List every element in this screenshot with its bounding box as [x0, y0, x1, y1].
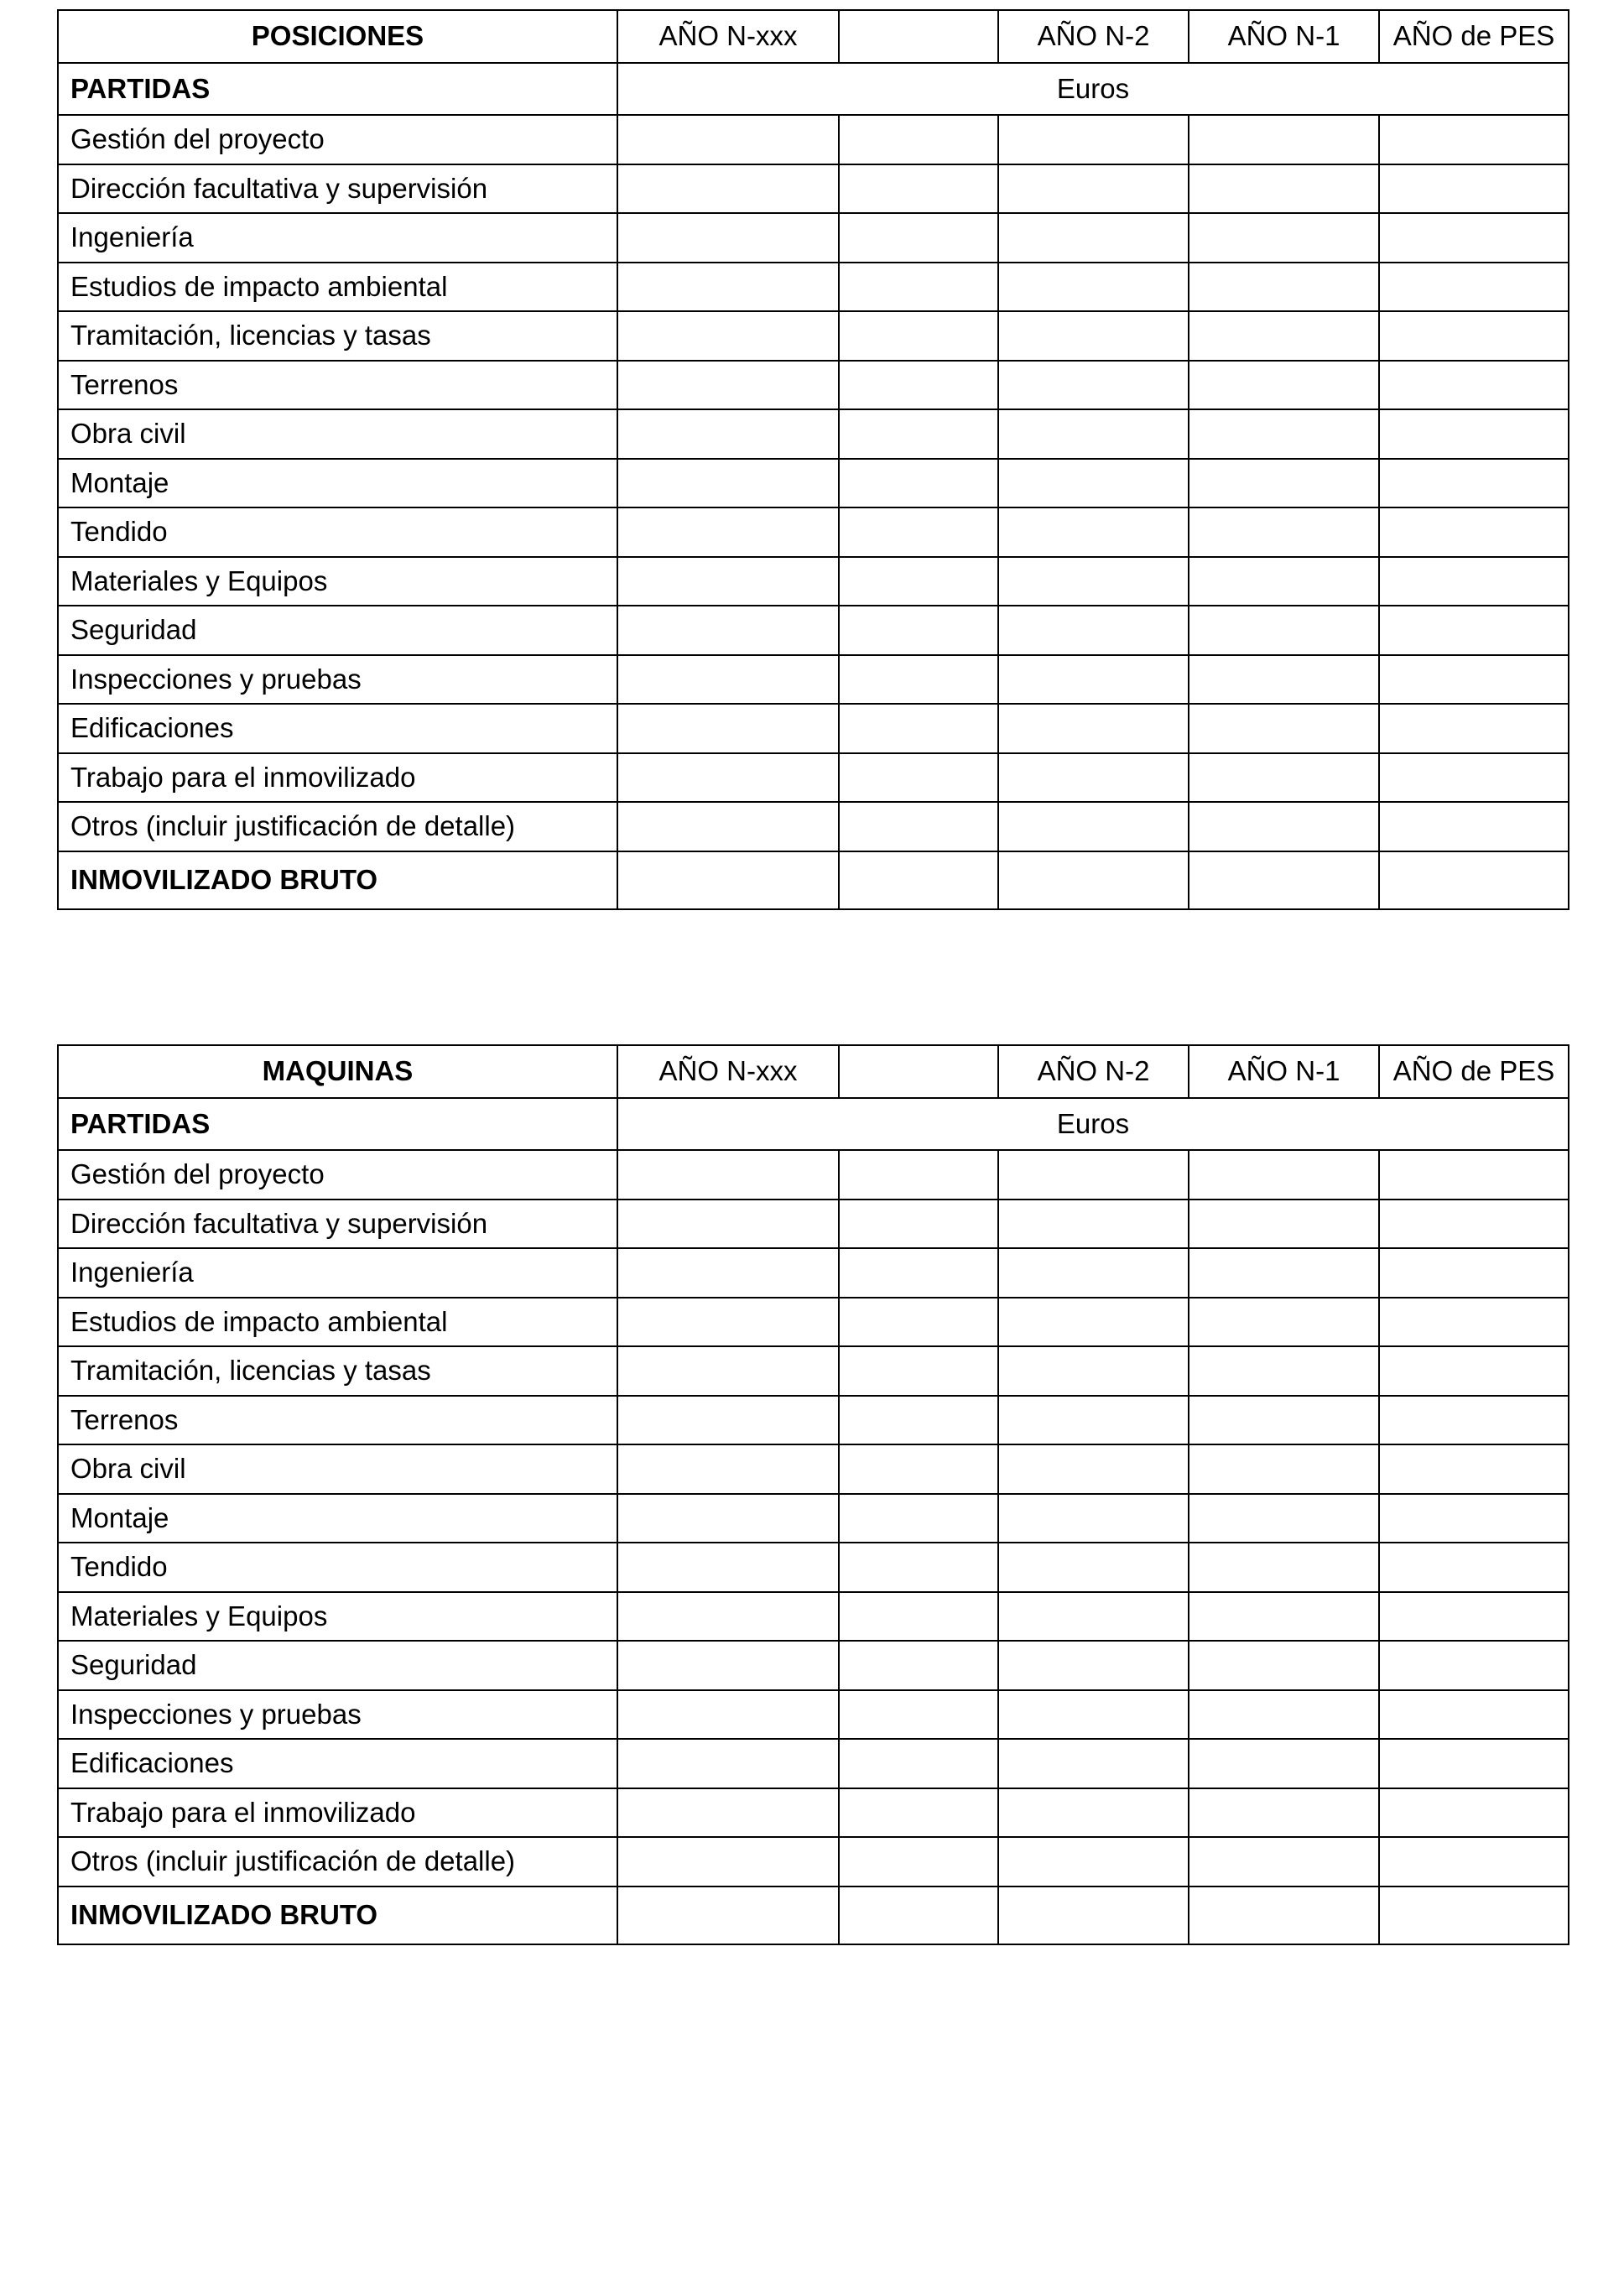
value-cell[interactable]	[617, 213, 839, 263]
value-cell[interactable]	[998, 704, 1189, 753]
table-row	[58, 361, 1569, 410]
table-row	[58, 557, 1569, 606]
value-cell[interactable]	[1189, 1543, 1379, 1592]
value-cell[interactable]	[617, 655, 839, 705]
value-cell[interactable]	[1379, 1837, 1569, 1886]
value-cell[interactable]	[617, 1690, 839, 1740]
value-cell[interactable]	[839, 115, 998, 164]
table-title: MAQUINAS	[58, 1045, 617, 1098]
value-cell[interactable]	[839, 1543, 998, 1592]
value-cell[interactable]	[998, 213, 1189, 263]
row-label: Dirección facultativa y supervisión	[58, 1200, 617, 1249]
value-cell[interactable]	[617, 361, 839, 410]
table-row	[58, 1641, 1569, 1690]
row-label: Edificaciones	[58, 704, 617, 753]
posiciones-table-body	[58, 10, 1569, 909]
table-row	[58, 263, 1569, 312]
total-label: INMOVILIZADO BRUTO	[58, 1886, 617, 1944]
value-cell[interactable]	[839, 459, 998, 508]
maquinas-table	[57, 1044, 1569, 1945]
value-cell[interactable]	[839, 1837, 998, 1886]
value-cell[interactable]	[1379, 557, 1569, 606]
value-cell[interactable]	[839, 704, 998, 753]
value-cell[interactable]	[1379, 1739, 1569, 1788]
table-row	[58, 459, 1569, 508]
table-row	[58, 1592, 1569, 1642]
value-cell[interactable]	[1379, 1494, 1569, 1543]
value-cell[interactable]	[617, 263, 839, 312]
value-cell[interactable]	[998, 1494, 1189, 1543]
row-label: Dirección facultativa y supervisión	[58, 164, 617, 214]
unit-label: Euros	[617, 63, 1569, 115]
row-label: Inspecciones y pruebas	[58, 1690, 617, 1740]
value-cell[interactable]	[1379, 1543, 1569, 1592]
value-cell[interactable]	[998, 557, 1189, 606]
table-row	[58, 1444, 1569, 1494]
value-cell[interactable]	[998, 1739, 1189, 1788]
total-cell[interactable]	[998, 851, 1189, 909]
value-cell[interactable]	[617, 1739, 839, 1788]
value-cell[interactable]	[1189, 409, 1379, 459]
row-label: Seguridad	[58, 1641, 617, 1690]
value-cell[interactable]	[1379, 606, 1569, 655]
table-row	[58, 1690, 1569, 1740]
value-cell[interactable]	[998, 1248, 1189, 1298]
value-cell[interactable]	[1379, 1298, 1569, 1347]
table-row	[58, 655, 1569, 705]
value-cell[interactable]	[1379, 409, 1569, 459]
partidas-row	[58, 1098, 1569, 1150]
value-cell[interactable]	[617, 115, 839, 164]
value-cell[interactable]	[839, 606, 998, 655]
row-label: Terrenos	[58, 361, 617, 410]
table-row	[58, 1494, 1569, 1543]
value-cell[interactable]	[1189, 1739, 1379, 1788]
table-row	[58, 1248, 1569, 1298]
value-cell[interactable]	[1189, 753, 1379, 803]
column-header: AÑO N-1	[1189, 10, 1379, 63]
total-cell[interactable]	[1189, 851, 1379, 909]
value-cell[interactable]	[839, 802, 998, 851]
row-label: Gestión del proyecto	[58, 115, 617, 164]
value-cell[interactable]	[998, 507, 1189, 557]
column-header	[839, 1045, 998, 1098]
value-cell[interactable]	[617, 311, 839, 361]
value-cell[interactable]	[1379, 1641, 1569, 1690]
row-label: Ingeniería	[58, 213, 617, 263]
value-cell[interactable]	[839, 1346, 998, 1396]
value-cell[interactable]	[839, 1444, 998, 1494]
value-cell[interactable]	[1189, 507, 1379, 557]
value-cell[interactable]	[998, 1150, 1189, 1200]
table-title: POSICIONES	[58, 10, 617, 63]
value-cell[interactable]	[998, 1788, 1189, 1838]
value-cell[interactable]	[998, 115, 1189, 164]
value-cell[interactable]	[1189, 1150, 1379, 1200]
column-header: AÑO de PES	[1379, 1045, 1569, 1098]
table-row	[58, 507, 1569, 557]
value-cell[interactable]	[617, 1494, 839, 1543]
total-cell[interactable]	[998, 1886, 1189, 1944]
value-cell[interactable]	[1379, 1200, 1569, 1249]
value-cell[interactable]	[1379, 655, 1569, 705]
value-cell[interactable]	[1379, 164, 1569, 214]
value-cell[interactable]	[839, 164, 998, 214]
value-cell[interactable]	[1379, 1788, 1569, 1838]
table-row	[58, 409, 1569, 459]
partidas-label: PARTIDAS	[58, 63, 617, 115]
row-label: Terrenos	[58, 1396, 617, 1445]
value-cell[interactable]	[998, 1298, 1189, 1347]
value-cell[interactable]	[839, 655, 998, 705]
value-cell[interactable]	[617, 164, 839, 214]
value-cell[interactable]	[1379, 753, 1569, 803]
value-cell[interactable]	[839, 1641, 998, 1690]
table-row	[58, 1788, 1569, 1838]
value-cell[interactable]	[1189, 1494, 1379, 1543]
value-cell[interactable]	[839, 1150, 998, 1200]
value-cell[interactable]	[617, 1444, 839, 1494]
value-cell[interactable]	[617, 1396, 839, 1445]
value-cell[interactable]	[1379, 263, 1569, 312]
value-cell[interactable]	[617, 704, 839, 753]
value-cell[interactable]	[1189, 115, 1379, 164]
value-cell[interactable]	[1379, 1444, 1569, 1494]
total-cell[interactable]	[617, 1886, 839, 1944]
value-cell[interactable]	[1189, 557, 1379, 606]
row-label: Inspecciones y pruebas	[58, 655, 617, 705]
value-cell[interactable]	[998, 311, 1189, 361]
value-cell[interactable]	[1379, 1248, 1569, 1298]
table-row	[58, 1200, 1569, 1249]
value-cell[interactable]	[1189, 164, 1379, 214]
value-cell[interactable]	[1379, 459, 1569, 508]
table-row	[58, 753, 1569, 803]
table-row	[58, 1837, 1569, 1886]
value-cell[interactable]	[1379, 213, 1569, 263]
row-label: Estudios de impacto ambiental	[58, 263, 617, 312]
value-cell[interactable]	[617, 1641, 839, 1690]
table-row	[58, 606, 1569, 655]
row-label: Montaje	[58, 459, 617, 508]
value-cell[interactable]	[617, 557, 839, 606]
value-cell[interactable]	[1189, 1690, 1379, 1740]
value-cell[interactable]	[1189, 1396, 1379, 1445]
value-cell[interactable]	[617, 753, 839, 803]
value-cell[interactable]	[1379, 311, 1569, 361]
value-cell[interactable]	[617, 1248, 839, 1298]
row-label: Tramitación, licencias y tasas	[58, 1346, 617, 1396]
table-row	[58, 1739, 1569, 1788]
value-cell[interactable]	[617, 1150, 839, 1200]
value-cell[interactable]	[998, 1837, 1189, 1886]
value-cell[interactable]	[1379, 704, 1569, 753]
value-cell[interactable]	[1189, 459, 1379, 508]
value-cell[interactable]	[839, 1494, 998, 1543]
value-cell[interactable]	[1189, 802, 1379, 851]
value-cell[interactable]	[839, 507, 998, 557]
table-row	[58, 1346, 1569, 1396]
value-cell[interactable]	[1189, 704, 1379, 753]
row-label: Gestión del proyecto	[58, 1150, 617, 1200]
value-cell[interactable]	[1379, 1396, 1569, 1445]
value-cell[interactable]	[617, 1592, 839, 1642]
value-cell[interactable]	[617, 1298, 839, 1347]
value-cell[interactable]	[617, 1346, 839, 1396]
total-label: INMOVILIZADO BRUTO	[58, 851, 617, 909]
value-cell[interactable]	[998, 361, 1189, 410]
value-cell[interactable]	[839, 311, 998, 361]
value-cell[interactable]	[998, 1543, 1189, 1592]
value-cell[interactable]	[1379, 1346, 1569, 1396]
value-cell[interactable]	[617, 459, 839, 508]
table-row	[58, 1298, 1569, 1347]
value-cell[interactable]	[617, 1543, 839, 1592]
value-cell[interactable]	[1379, 1150, 1569, 1200]
row-label: Tendido	[58, 507, 617, 557]
value-cell[interactable]	[1189, 1200, 1379, 1249]
value-cell[interactable]	[1189, 1298, 1379, 1347]
row-label: Obra civil	[58, 1444, 617, 1494]
value-cell[interactable]	[1379, 115, 1569, 164]
value-cell[interactable]	[839, 1248, 998, 1298]
table-row	[58, 115, 1569, 164]
table-row	[58, 802, 1569, 851]
value-cell[interactable]	[839, 1739, 998, 1788]
total-cell[interactable]	[1379, 1886, 1569, 1944]
value-cell[interactable]	[617, 1200, 839, 1249]
value-cell[interactable]	[998, 753, 1189, 803]
value-cell[interactable]	[617, 1788, 839, 1838]
value-cell[interactable]	[1379, 1690, 1569, 1740]
value-cell[interactable]	[998, 409, 1189, 459]
value-cell[interactable]	[1189, 1788, 1379, 1838]
column-header: AÑO N-2	[998, 10, 1189, 63]
value-cell[interactable]	[1379, 802, 1569, 851]
value-cell[interactable]	[839, 1200, 998, 1249]
header-row	[58, 1045, 1569, 1098]
partidas-label: PARTIDAS	[58, 1098, 617, 1150]
value-cell[interactable]	[1189, 655, 1379, 705]
value-cell[interactable]	[1189, 1346, 1379, 1396]
row-label: Materiales y Equipos	[58, 1592, 617, 1642]
row-label: Obra civil	[58, 409, 617, 459]
value-cell[interactable]	[839, 557, 998, 606]
value-cell[interactable]	[1189, 1248, 1379, 1298]
row-label: Estudios de impacto ambiental	[58, 1298, 617, 1347]
value-cell[interactable]	[998, 1690, 1189, 1740]
value-cell[interactable]	[1189, 263, 1379, 312]
column-header: AÑO N-2	[998, 1045, 1189, 1098]
row-label: Montaje	[58, 1494, 617, 1543]
value-cell[interactable]	[998, 164, 1189, 214]
row-label: Trabajo para el inmovilizado	[58, 753, 617, 803]
partidas-row	[58, 63, 1569, 115]
table-row	[58, 311, 1569, 361]
value-cell[interactable]	[1189, 1592, 1379, 1642]
value-cell[interactable]	[998, 1444, 1189, 1494]
maquinas-table-body	[58, 1045, 1569, 1944]
total-row	[58, 851, 1569, 909]
row-label: Trabajo para el inmovilizado	[58, 1788, 617, 1838]
table-row	[58, 1543, 1569, 1592]
row-label: Tendido	[58, 1543, 617, 1592]
total-cell[interactable]	[839, 1886, 998, 1944]
value-cell[interactable]	[617, 802, 839, 851]
row-label: Otros (incluir justificación de detalle)	[58, 802, 617, 851]
total-cell[interactable]	[1189, 1886, 1379, 1944]
row-label: Tramitación, licencias y tasas	[58, 311, 617, 361]
value-cell[interactable]	[839, 1592, 998, 1642]
value-cell[interactable]	[998, 606, 1189, 655]
column-header: AÑO N-1	[1189, 1045, 1379, 1098]
column-header: AÑO N-xxx	[617, 1045, 839, 1098]
table-row	[58, 1150, 1569, 1200]
value-cell[interactable]	[998, 1592, 1189, 1642]
value-cell[interactable]	[998, 1396, 1189, 1445]
value-cell[interactable]	[1189, 1837, 1379, 1886]
table-row	[58, 1396, 1569, 1445]
value-cell[interactable]	[617, 1837, 839, 1886]
value-cell[interactable]	[1189, 1444, 1379, 1494]
row-label: Materiales y Equipos	[58, 557, 617, 606]
value-cell[interactable]	[998, 1200, 1189, 1249]
row-label: Edificaciones	[58, 1739, 617, 1788]
value-cell[interactable]	[998, 263, 1189, 312]
column-header: AÑO de PES	[1379, 10, 1569, 63]
value-cell[interactable]	[998, 802, 1189, 851]
value-cell[interactable]	[1189, 606, 1379, 655]
header-row	[58, 10, 1569, 63]
value-cell[interactable]	[617, 409, 839, 459]
value-cell[interactable]	[839, 1788, 998, 1838]
value-cell[interactable]	[998, 655, 1189, 705]
value-cell[interactable]	[839, 263, 998, 312]
value-cell[interactable]	[1189, 213, 1379, 263]
value-cell[interactable]	[1189, 361, 1379, 410]
value-cell[interactable]	[617, 606, 839, 655]
total-cell[interactable]	[617, 851, 839, 909]
total-row	[58, 1886, 1569, 1944]
row-label: Seguridad	[58, 606, 617, 655]
value-cell[interactable]	[1379, 361, 1569, 410]
unit-label: Euros	[617, 1098, 1569, 1150]
total-cell[interactable]	[839, 851, 998, 909]
value-cell[interactable]	[998, 1346, 1189, 1396]
value-cell[interactable]	[998, 459, 1189, 508]
value-cell[interactable]	[617, 507, 839, 557]
value-cell[interactable]	[839, 1396, 998, 1445]
posiciones-table	[57, 9, 1569, 910]
value-cell[interactable]	[839, 1298, 998, 1347]
value-cell[interactable]	[1189, 1641, 1379, 1690]
value-cell[interactable]	[1379, 1592, 1569, 1642]
value-cell[interactable]	[998, 1641, 1189, 1690]
value-cell[interactable]	[839, 1690, 998, 1740]
column-header	[839, 10, 998, 63]
value-cell[interactable]	[839, 409, 998, 459]
value-cell[interactable]	[839, 753, 998, 803]
value-cell[interactable]	[839, 213, 998, 263]
column-header: AÑO N-xxx	[617, 10, 839, 63]
value-cell[interactable]	[1189, 311, 1379, 361]
value-cell[interactable]	[839, 361, 998, 410]
value-cell[interactable]	[1379, 507, 1569, 557]
table-row	[58, 704, 1569, 753]
table-row	[58, 213, 1569, 263]
row-label: Otros (incluir justificación de detalle)	[58, 1837, 617, 1886]
row-label: Ingeniería	[58, 1248, 617, 1298]
table-row	[58, 164, 1569, 214]
total-cell[interactable]	[1379, 851, 1569, 909]
